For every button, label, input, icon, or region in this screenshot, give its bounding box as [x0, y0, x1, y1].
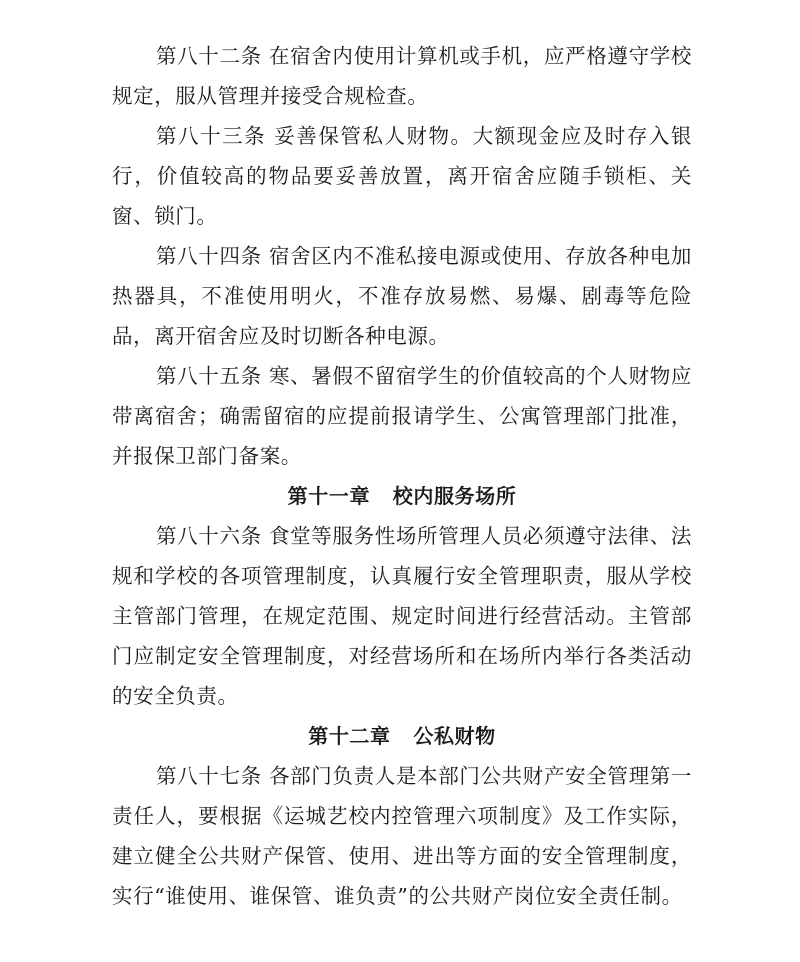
chapter-number: 第十一章 — [287, 484, 371, 508]
article-text: 宿舍区内不准私接电源或使用、存放各种电加热器具，不准使用明火，不准存放易燃、易爆、剧毒等危险品，离开宿舍应及时切断各种电源。 — [112, 244, 692, 348]
article-text: 食堂等服务性场所管理人员必须遵守法律、法规和学校的各项管理制度，认真履行安全管理职责，服从学校主管部门管理，在规定范围、规定时间进行经营活动。主管部门应制定安全管理制度，对经营场所和在场所内举行各类活动的安全负责。 — [112, 524, 692, 708]
article-number: 第八十二条 — [156, 44, 262, 68]
article-gap — [262, 44, 269, 68]
article-number: 第八十四条 — [156, 244, 262, 268]
chapter-11-heading — [112, 476, 692, 516]
article-82 — [112, 36, 692, 116]
article-87 — [112, 756, 692, 916]
article-85 — [112, 356, 692, 476]
article-number: 第八十五条 — [156, 364, 262, 388]
article-number: 第八十六条 — [156, 524, 262, 548]
article-text: 寒、暑假不留宿学生的价值较高的个人财物应带离宿舍；确需留宿的应提前报请学生、公寓管理部门批准，并报保卫部门备案。 — [112, 364, 692, 468]
article-number: 第八十七条 — [156, 764, 262, 788]
document-body — [112, 36, 692, 916]
article-86 — [112, 516, 692, 716]
article-gap — [262, 524, 269, 548]
chapter-number: 第十二章 — [308, 724, 391, 748]
article-gap — [262, 364, 269, 388]
article-text: 各部门负责人是本部门公共财产安全管理第一责任人，要根据《运城艺校内控管理六项制度》及工作实际，建立健全公共财产保管、使用、进出等方面的安全管理制度，实行“谁使用、谁保管、谁负责”的公共财产岗位安全责任制。 — [112, 764, 692, 908]
chapter-title: 公私财物 — [413, 724, 496, 748]
article-gap — [262, 764, 269, 788]
chapter-12-heading — [112, 716, 692, 756]
chapter-gap — [391, 724, 414, 748]
chapter-gap — [370, 484, 393, 508]
chapter-title: 校内服务场所 — [392, 484, 517, 508]
article-84 — [112, 236, 692, 356]
article-text: 在宿舍内使用计算机或手机，应严格遵守学校规定，服从管理并接受合规检查。 — [112, 44, 692, 108]
article-number: 第八十三条 — [156, 124, 267, 148]
article-83 — [112, 116, 692, 236]
article-gap — [262, 244, 269, 268]
article-text: 妥善保管私人财物。大额现金应及时存入银行，价值较高的物品要妥善放置，离开宿舍应随手锁柜、关窗、锁门。 — [112, 124, 693, 228]
